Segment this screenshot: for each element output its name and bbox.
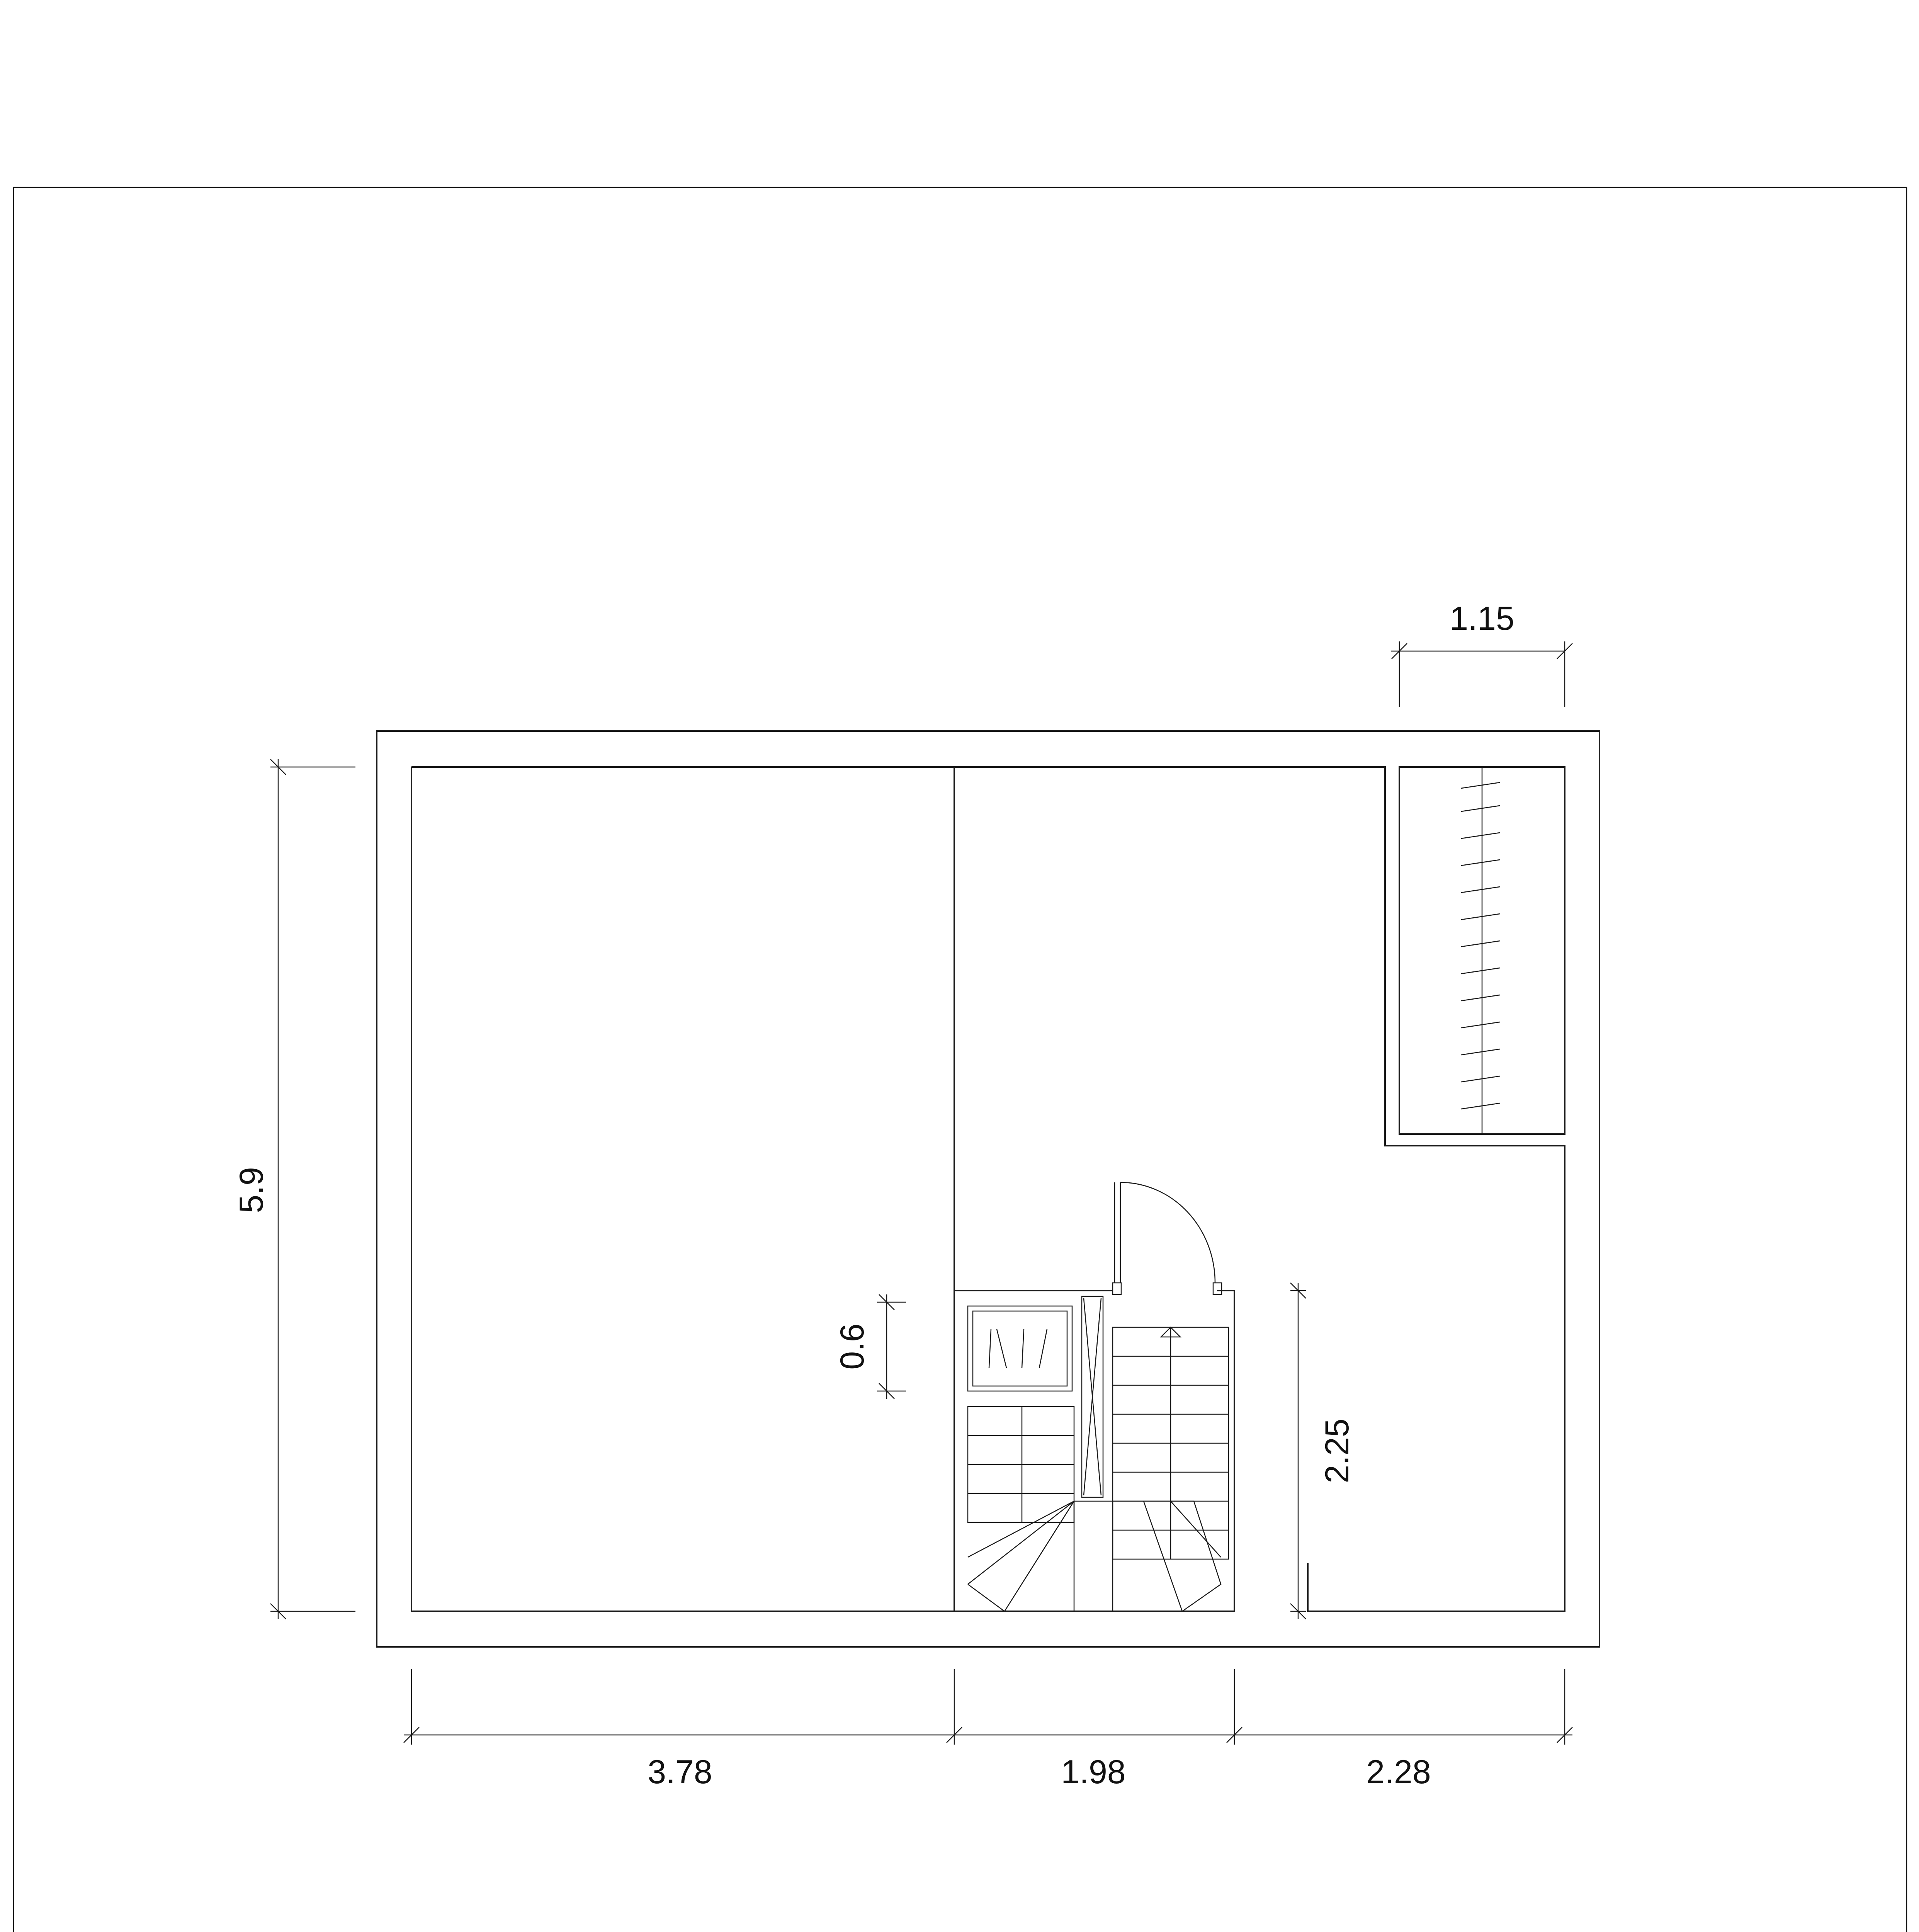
dim-bottom-c: 2.28 — [1366, 1753, 1431, 1791]
door — [1113, 1182, 1222, 1294]
dim-stair-step: 0.6 — [834, 1323, 871, 1370]
dim-bottom-b: 1.98 — [1061, 1753, 1126, 1791]
dimension-lines — [270, 641, 1572, 1745]
dim-bottom-a: 3.78 — [648, 1753, 712, 1791]
inner-wall — [411, 767, 1565, 1611]
closet-hangers — [1461, 782, 1500, 1109]
sheet-border — [14, 187, 1907, 1932]
dim-top-width: 1.15 — [1450, 600, 1514, 637]
outer-wall — [377, 731, 1599, 1647]
dim-left-height: 5.9 — [233, 1167, 270, 1213]
staircase — [954, 1291, 1234, 1611]
dim-right-height: 2.25 — [1319, 1418, 1356, 1483]
floor-plan — [377, 731, 1599, 1647]
